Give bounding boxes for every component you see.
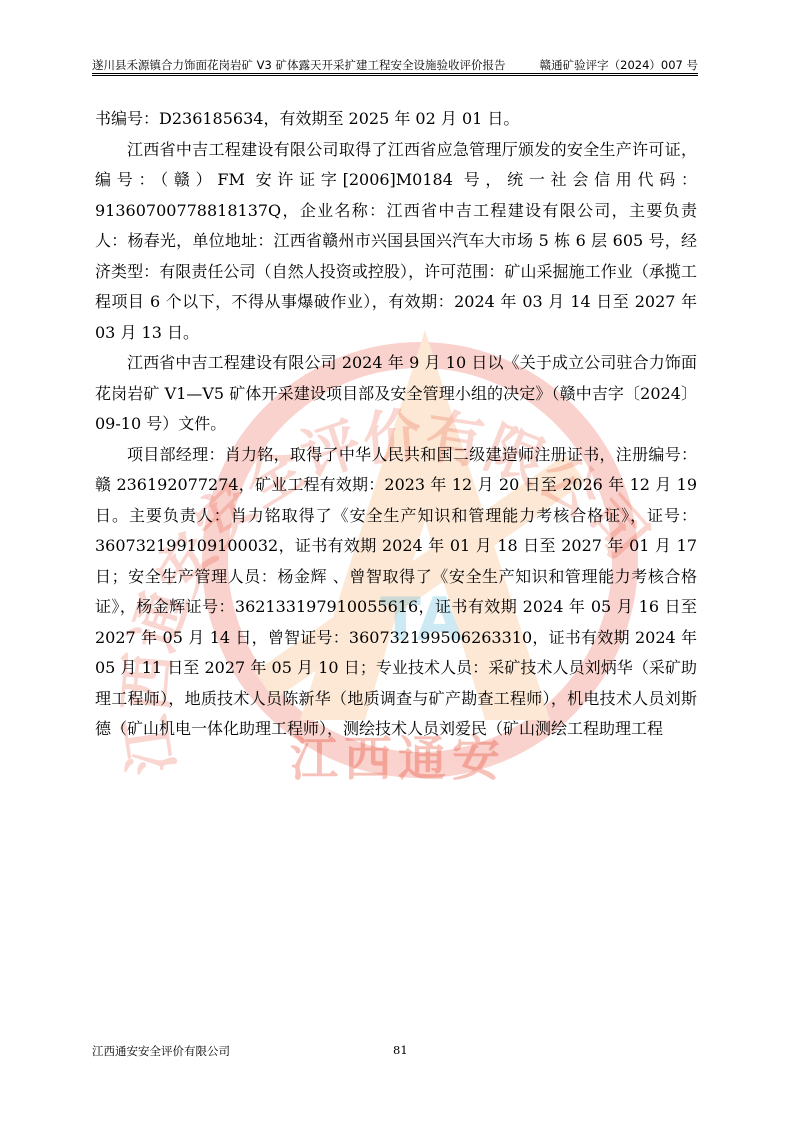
- page-number: 81: [393, 1043, 408, 1057]
- header-report-title: 遂川县禾源镇合力饰面花岗岩矿 V3 矿体露天开采扩建工程安全设施验收评价报告: [92, 58, 506, 72]
- body-text: [95, 104, 697, 745]
- logo-letters: TA: [380, 585, 463, 655]
- seal-center-text: 江西通安: [290, 731, 507, 787]
- footer-company: 江西通安安全评价有限公司: [92, 1044, 230, 1058]
- header-rule: [92, 73, 698, 74]
- paragraph-4: 项目部经理：肖力铭，取得了中华人民共和国二级建造师注册证书，注册编号：赣 236192077274，矿业工程有效期：2023 年 12 月 20 日至 2026 年 12 月 19 日。主要负责人：肖力铭取得了《安全生产知识和管理能力考核合格证》，证号：360732199109100032，证书有效期 2024 年 01 月 18 日至 2027 年 01 月 17 日；安全生产管理人员：杨金辉 、曾智取得了《安全生产知识和管理能力考核合格证》，杨金辉证号：362133197910055616，证书有效期 2024 年 05 月 16 日至 2027 年 05 月 14 日，曾智证号：360732199506263310，证书有效期 2024 年 05 月 11 日至 2027 年 05 月 10 日；专业技术人员：采矿技术人员刘炳华（采矿助理工程师），地质技术人员陈新华（地质调查与矿产勘查工程师），机电技术人员刘斯德（矿山机电一体化助理工程师），测绘技术人员刘爱民（矿山测绘工程助理工程: [95, 444, 697, 738]
- paragraph-2: 江西省中吉工程建设有限公司取得了江西省应急管理厅颁发的安全生产许可证，编号：（赣）FM 安许证字[2006]M0184 号，统一社会信用代码：91360700778818137Q，企业名称：江西省中吉工程建设有限公司，主要负责人：杨春光，单位地址：江西省赣州市兴国县国兴汽车大市场 5 栋 6 层 605 号，经济类型：有限责任公司（自然人投资或控股），许可范围：矿山采掘施工作业（承揽工程项目 6 个以下，不得从事爆破作业），有效期：2024 年 03 月 14 日至 2027 年 03 月 13 日。: [95, 139, 697, 342]
- header-rule-thin: [92, 75, 698, 76]
- paragraph-1: 书编号：D236185634，有效期至 2025 年 02 月 01 日。: [95, 109, 520, 128]
- seal-arc-text: 江西通安安全评价有限公司: [110, 400, 662, 779]
- paragraph-3: 江西省中吉工程建设有限公司 2024 年 9 月 10 日以《关于成立公司驻合力饰面花岗岩矿 V1—V5 矿体开采建设项目部及安全管理小组的决定》（赣中吉字〔2024〕09-10 号）文件。: [95, 353, 697, 433]
- header-document-number: 赣通矿验评字（2024）007 号: [539, 58, 698, 72]
- running-header: [92, 55, 698, 73]
